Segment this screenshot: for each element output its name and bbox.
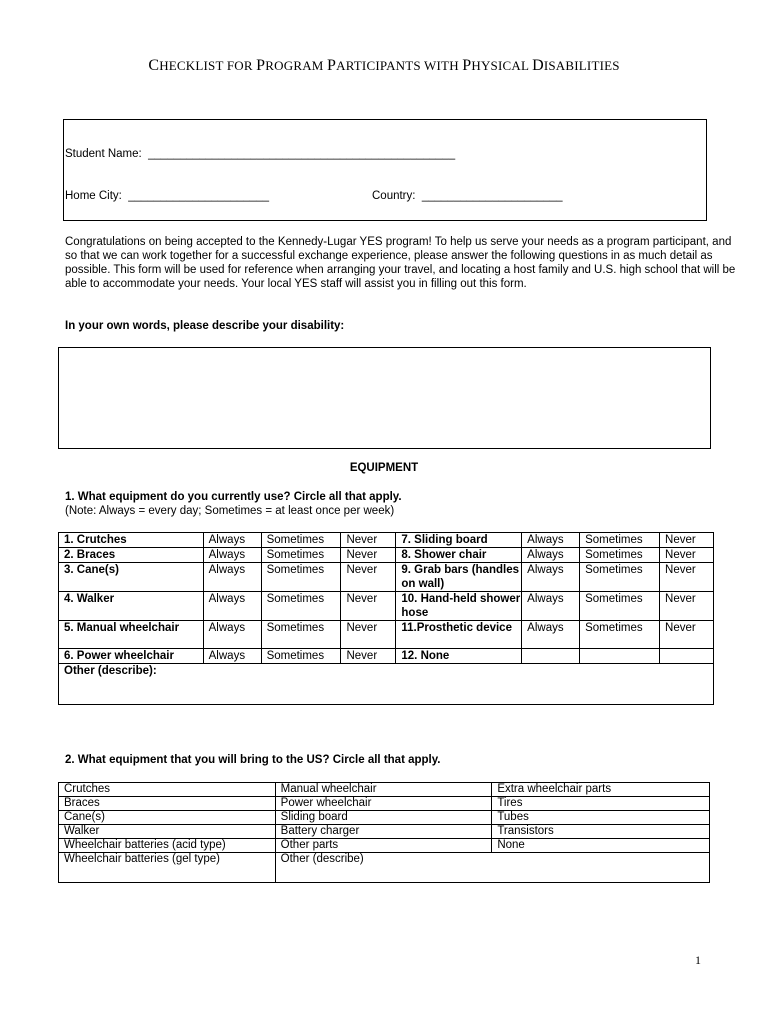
option-sometimes[interactable]: Sometimes xyxy=(261,563,341,592)
equipment-item: 5. Manual wheelchair xyxy=(59,621,204,649)
equipment-option[interactable]: Wheelchair batteries (acid type) xyxy=(59,839,276,853)
table-row xyxy=(59,797,710,811)
empty-cell xyxy=(580,649,660,664)
country-field[interactable]: Country: ______________________ xyxy=(372,190,563,202)
table-row xyxy=(59,811,710,825)
option-always[interactable]: Always xyxy=(203,592,261,621)
option-sometimes[interactable]: Sometimes xyxy=(580,533,660,548)
equipment-option[interactable]: Power wheelchair xyxy=(275,797,492,811)
option-always[interactable]: Always xyxy=(203,548,261,563)
table-row xyxy=(59,825,710,839)
page-number: 1 xyxy=(695,953,701,967)
option-always[interactable]: Always xyxy=(203,649,261,664)
equipment-option[interactable]: Manual wheelchair xyxy=(275,783,492,797)
option-never[interactable]: Never xyxy=(341,563,396,592)
table-row xyxy=(59,563,714,592)
equipment-option[interactable]: Braces xyxy=(59,797,276,811)
option-always[interactable]: Always xyxy=(522,592,580,621)
option-sometimes[interactable]: Sometimes xyxy=(261,548,341,563)
equipment-item: 10. Hand-held shower hose xyxy=(396,592,522,621)
student-name-field[interactable]: Student Name: ________________________________________________ xyxy=(65,148,456,160)
option-always[interactable]: Always xyxy=(203,533,261,548)
option-never[interactable]: Never xyxy=(341,592,396,621)
bring-equipment-table xyxy=(58,782,710,883)
option-sometimes[interactable]: Sometimes xyxy=(580,563,660,592)
option-sometimes[interactable]: Sometimes xyxy=(580,621,660,649)
equipment-item: 6. Power wheelchair xyxy=(59,649,204,664)
disability-description-box[interactable] xyxy=(58,347,711,449)
option-always[interactable]: Always xyxy=(522,533,580,548)
frequency-note: (Note: Always = every day; Sometimes = at least once per week) xyxy=(65,505,395,517)
equipment-item: 4. Walker xyxy=(59,592,204,621)
option-sometimes[interactable]: Sometimes xyxy=(261,621,341,649)
equipment-item: 1. Crutches xyxy=(59,533,204,548)
option-always[interactable]: Always xyxy=(203,621,261,649)
option-never[interactable]: Never xyxy=(341,621,396,649)
option-always[interactable]: Always xyxy=(522,563,580,592)
home-city-field[interactable]: Home City: ______________________ xyxy=(65,190,269,202)
equipment-option[interactable]: Sliding board xyxy=(275,811,492,825)
equipment-option[interactable]: Battery charger xyxy=(275,825,492,839)
equipment-option[interactable]: Crutches xyxy=(59,783,276,797)
table-row xyxy=(59,839,710,853)
option-sometimes[interactable]: Sometimes xyxy=(580,592,660,621)
equipment-option[interactable]: Wheelchair batteries (gel type) xyxy=(59,853,276,883)
table-row xyxy=(59,533,714,548)
student-info-box xyxy=(63,119,707,221)
equipment-item: 3. Cane(s) xyxy=(59,563,204,592)
table-row xyxy=(59,592,714,621)
other-describe-field[interactable]: Other (describe) xyxy=(275,853,709,883)
current-equipment-table xyxy=(58,532,714,705)
table-row xyxy=(59,621,714,649)
option-always[interactable]: Always xyxy=(522,621,580,649)
option-never[interactable]: Never xyxy=(660,533,714,548)
equipment-option[interactable]: None xyxy=(492,839,710,853)
option-never[interactable]: Never xyxy=(660,592,714,621)
table-row xyxy=(59,649,714,664)
option-sometimes[interactable]: Sometimes xyxy=(261,649,341,664)
table-row xyxy=(59,783,710,797)
equipment-item: 7. Sliding board xyxy=(396,533,522,548)
option-sometimes[interactable]: Sometimes xyxy=(261,592,341,621)
equipment-item: 8. Shower chair xyxy=(396,548,522,563)
equipment-option[interactable]: Transistors xyxy=(492,825,710,839)
equipment-option[interactable]: Cane(s) xyxy=(59,811,276,825)
equipment-heading: EQUIPMENT xyxy=(349,462,419,474)
option-never[interactable]: Never xyxy=(341,548,396,563)
page-title: CHECKLIST FOR PROGRAM PARTICIPANTS WITH PHYSICAL DISABILITIES xyxy=(148,57,620,74)
equipment-option[interactable]: Extra wheelchair parts xyxy=(492,783,710,797)
intro-paragraph: Congratulations on being accepted to the Kennedy-Lugar YES program! To help us serve your needs as a program participant, and so that we can work together for a successful exchange experience, please answer the following questions in as much detail as possible. This form will be used for reference when arranging your travel, and locating a host family and U.S. high school that will be able to accommodate your needs. Your local YES staff will assist you in filling out this form. xyxy=(65,236,736,290)
option-never[interactable]: Never xyxy=(341,533,396,548)
equipment-option[interactable]: Tires xyxy=(492,797,710,811)
equipment-item: 11.Prosthetic device xyxy=(396,621,522,649)
question-2: 2. What equipment that you will bring to the US? Circle all that apply. xyxy=(65,754,441,766)
option-never[interactable]: Never xyxy=(341,649,396,664)
empty-cell xyxy=(522,649,580,664)
other-describe-field[interactable]: Other (describe): xyxy=(59,664,714,705)
question-1: 1. What equipment do you currently use? Circle all that apply. xyxy=(65,491,402,503)
equipment-option[interactable]: Walker xyxy=(59,825,276,839)
option-never[interactable]: Never xyxy=(660,563,714,592)
table-row xyxy=(59,853,710,883)
equipment-option[interactable]: Other parts xyxy=(275,839,492,853)
table-row xyxy=(59,664,714,705)
empty-cell xyxy=(660,649,714,664)
equipment-item: 9. Grab bars (handles on wall) xyxy=(396,563,522,592)
option-always[interactable]: Always xyxy=(203,563,261,592)
option-always[interactable]: Always xyxy=(522,548,580,563)
equipment-item: 12. None xyxy=(396,649,522,664)
table-row xyxy=(59,548,714,563)
option-never[interactable]: Never xyxy=(660,621,714,649)
option-sometimes[interactable]: Sometimes xyxy=(261,533,341,548)
option-never[interactable]: Never xyxy=(660,548,714,563)
equipment-item: 2. Braces xyxy=(59,548,204,563)
equipment-option[interactable]: Tubes xyxy=(492,811,710,825)
disability-prompt: In your own words, please describe your disability: xyxy=(65,320,345,332)
option-sometimes[interactable]: Sometimes xyxy=(580,548,660,563)
